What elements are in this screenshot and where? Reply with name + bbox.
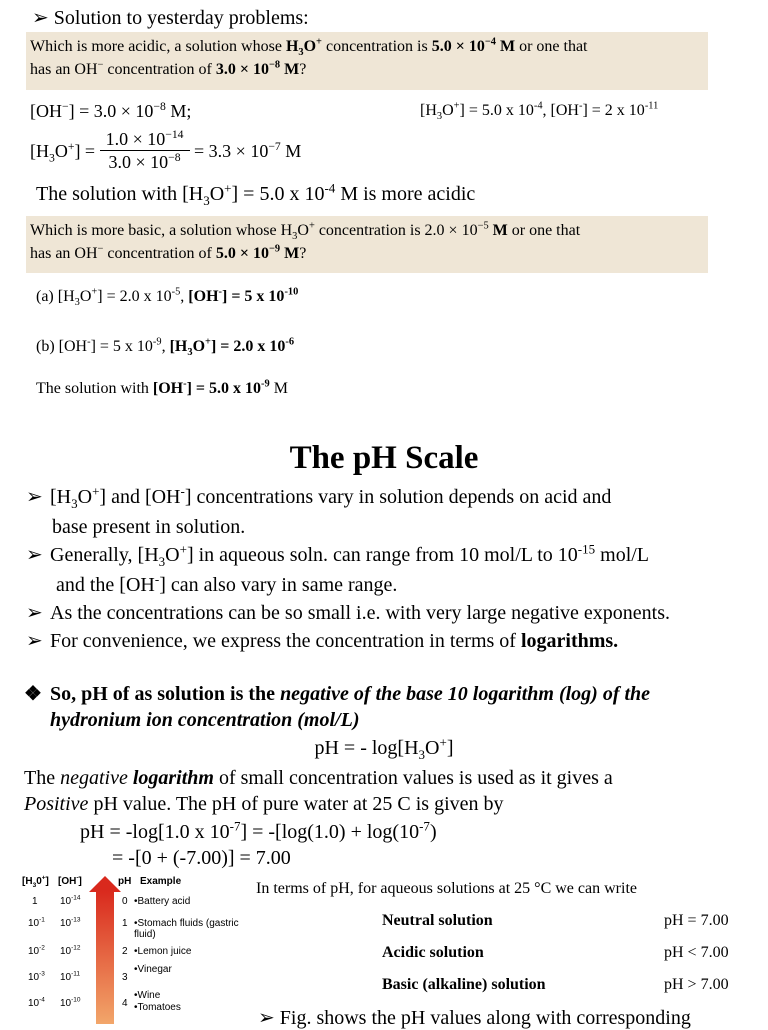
chart-row: 1 $10^{-14}$ 0 •Battery acid <box>32 894 191 907</box>
problem2-b: (b) [OH-] = 5 x $10^{-9}$, $[H_3O^+] = 2.0$ x $10^{-6}$ <box>36 336 295 359</box>
chart-header-example: Example <box>140 876 182 887</box>
fraction <box>100 128 190 173</box>
arrow-bullet-icon: ➢ <box>26 486 43 508</box>
arrow-bullet-icon: ➢ <box>32 7 49 29</box>
bullet-3: ➢ As the concentrations can be so small i.e. with very large negative exponents. <box>26 598 670 628</box>
page-title: The pH Scale <box>289 440 479 476</box>
fraction-denominator: $3.0 \times 10^{-8}$ <box>108 151 181 172</box>
bullet-1-cont: base present in solution. <box>52 516 246 538</box>
footer-note: ➢ Fig. shows the pH values along with corresponding <box>258 1007 691 1029</box>
problem1-question-line2: has an OH− concentration of $3.0 \times 10^{-8}$ M? <box>30 59 307 78</box>
problem2-question-line1: Which is more basic, a solution whose $H_3O^+$ concentration is $2.0 \times 10^{-5}$ M or one that <box>30 220 581 243</box>
problem1-question-box <box>26 32 708 90</box>
header-text: Solution to yesterday problems: <box>53 7 309 29</box>
problem1-answer: The solution with $[H_3O^+] = 5.0$ x $10^{-4}$ M is more acidic <box>36 180 476 208</box>
problem1-right-note: $[H_3O^+] = 5.0$ x $10^{-4}$, [OH-] = 2 x $10^{-11}$ <box>420 100 659 123</box>
fraction-numerator: $1.0 \times 10^{-14}$ <box>100 128 190 151</box>
ph-table-value-basic: pH > 7.00 <box>664 976 729 993</box>
explain-line1: The negative logarithm of small concentration values is used as it gives a <box>24 767 613 789</box>
arrow-bullet-icon: ➢ <box>26 630 43 652</box>
bullet-2: ➢ Generally, $[H_3O^+]$ in aqueous soln. can range from 10 mol/L to $10^{-15}$ mol/L <box>26 541 650 569</box>
bullet-1: ➢ $[H_3O^+]$ and [OH-] concentrations vary in solution depends on acid and <box>26 483 612 511</box>
ph-table-label-acidic: Acidic solution <box>382 944 484 961</box>
chart-row: $10^{-3}$ $10^{-11}$ 3 •Vinegar <box>28 964 172 983</box>
problem2-question-line2: has an OH− concentration of $5.0 \times 10^{-9}$ M? <box>30 243 307 262</box>
ph-scale-chart <box>22 868 252 1024</box>
fraction-result: = $3.3 \times 10^{-7}$ M <box>194 139 302 161</box>
ph-table-label-basic: Basic (alkaline) solution <box>382 976 546 993</box>
bullet-2-cont: and the [OH-] can also vary in same range. <box>56 571 398 596</box>
header-line <box>32 6 309 30</box>
ph-table-label-neutral: Neutral solution <box>382 912 493 929</box>
problem2-a: (a) $[H_3O^+] = 2.0$ x $10^{-5}$, [OH-] = 5 x $10^{-10}$ <box>36 286 299 309</box>
chart-row: $10^{-2}$ $10^{-12}$ 2 •Lemon juice <box>28 944 192 957</box>
ph-table-value-acidic: pH < 7.00 <box>664 944 729 961</box>
definition-line2: hydronium ion concentration (mol/L) <box>50 709 360 731</box>
chart-row: $10^{-4}$ $10^{-10}$ 4 •Wine •Tomatoes <box>28 990 181 1013</box>
definition-line1: ❖ So, pH of as solution is the negative of the base 10 logarithm (log) of the <box>24 683 651 705</box>
chart-header-h3o: $[H_30^+]$ <box>22 874 49 889</box>
ph-formula: pH = - $\log[H_3O^+]$ <box>314 734 454 762</box>
ph-table-intro: In terms of pH, for aqueous solutions at 25 °C we can write <box>256 880 637 897</box>
problem1-oh-given: $[OH^-] = 3.0 \times 10^{-8}$ M; <box>30 100 192 121</box>
arrow-bullet-icon: ➢ <box>258 1007 275 1029</box>
explain-calc2: = -[0 + (-7.00)] = 7.00 <box>112 847 291 869</box>
explain-line2: Positive pH value. The pH of pure water at 25 C is given by <box>24 793 504 815</box>
chart-row: $10^{-1}$ $10^{-13}$ 1 •Stomach fluids (gastric fluid) <box>28 916 239 940</box>
explain-calc1: pH = -log[1.0 x $10^{-7}] = -[\log(1.0) + \log(10^{-7})$ <box>80 818 437 843</box>
chart-header-ph: pH <box>118 876 132 887</box>
problem2-answer: The solution with [OH-] = 5.0 x $10^{-9}$ M <box>36 378 288 397</box>
problem1-question-line1: Which is more acidic, a solution whose $H_3O^+$ concentration is $5.0 \times 10^{-4}$ M or one that <box>30 36 588 59</box>
chart-header-oh: [OH-] <box>58 874 82 887</box>
ph-table-value-neutral: pH = 7.00 <box>664 912 729 929</box>
bullet-4: ➢ For convenience, we express the concentration in terms of logarithms. <box>26 626 618 656</box>
problem1-fraction-calc: $[H_3O^+]$ = $\frac{1.0 \times 10^{-14}}{3.0 \times 10^{-8}}$ = $3.3 \times 10^{-7}$ M <box>30 128 302 172</box>
diamond-bullet-icon: ❖ <box>24 683 42 705</box>
arrow-bullet-icon: ➢ <box>26 602 43 624</box>
arrow-bullet-icon: ➢ <box>26 544 43 566</box>
problem2-question-box <box>26 216 708 273</box>
